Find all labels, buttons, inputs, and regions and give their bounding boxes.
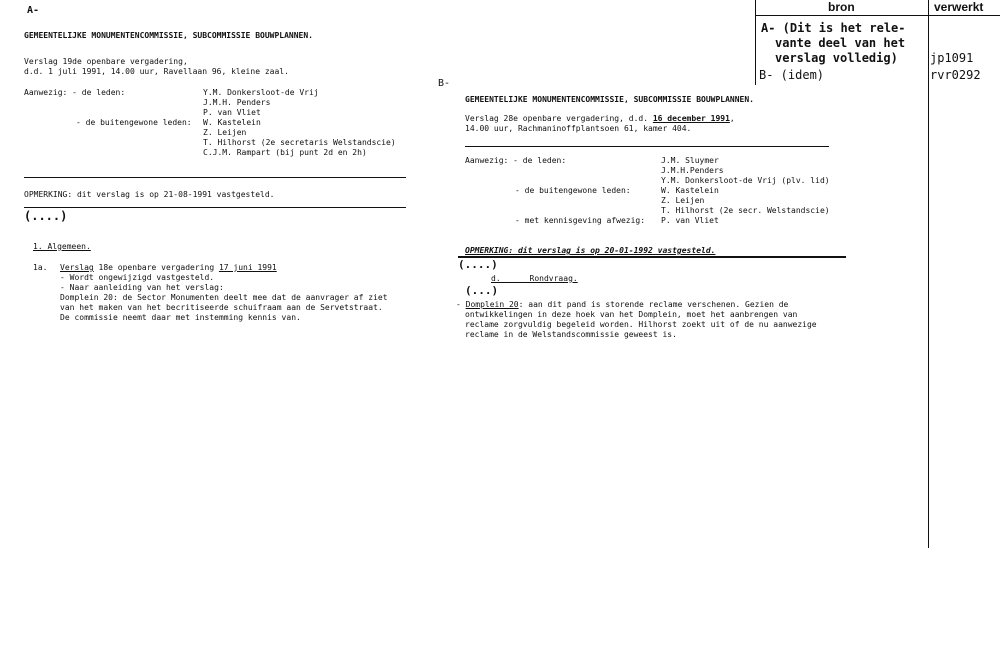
bron-line-1: A- (Dit is het rele- — [761, 21, 906, 35]
doc-b-member-3: Y.M. Donkersloot-de Vrij (plv. lid) — [661, 176, 830, 185]
doc-b-rule-2 — [458, 256, 846, 258]
doc-b-report-post: , — [729, 114, 735, 123]
doc-a-report-2: d.d. 1 juli 1991, 14.00 uur, Ravellaan 96, kleine zaal. — [24, 67, 289, 76]
doc-a-section: 1. Algemeen. — [33, 242, 91, 251]
doc-a-item-number: 1a. — [33, 263, 48, 272]
doc-a-member-1: Y.M. Donkersloot-de Vrij — [203, 88, 319, 97]
verwerkt-header: verwerkt — [934, 0, 984, 14]
doc-a-title: GEMEENTELIJKE MONUMENTENCOMMISSIE, SUBCOMMISSIE BOUWPLANNEN. — [24, 31, 313, 40]
doc-b-report-1 — [465, 114, 735, 124]
doc-b-title: GEMEENTELIJKE MONUMENTENCOMMISSIE, SUBCOMMISSIE BOUWPLANNEN. — [465, 95, 754, 104]
header-left-border — [755, 0, 756, 85]
doc-a-member-2: J.M.H. Penders — [203, 98, 271, 107]
doc-b-report-pre: Verslag 28e openbare vergadering, d.d. — [465, 114, 653, 123]
bron-header: bron — [828, 0, 855, 14]
doc-b-report-2: 14.00 uur, Rachmaninoffplantsoen 61, kamer 404. — [465, 124, 692, 133]
doc-b-present-label: Aanwezig: - de leden: — [465, 156, 567, 165]
header-mid-border — [928, 0, 929, 548]
doc-b-extra-2: Z. Leijen — [661, 196, 705, 205]
doc-b-section: d. Rondvraag. — [491, 274, 578, 283]
doc-b-item-line-1 — [456, 300, 788, 310]
doc-b-absent: P. van Vliet — [661, 216, 719, 225]
doc-a-extra-label: - de buitengewone leden: — [76, 118, 192, 127]
doc-a-item-line-2: - Naar aanleiding van het verslag: — [60, 283, 224, 292]
doc-b-item-line-2: ontwikkelingen in deze hoek van het Domplein, moet het aanbrengen van — [465, 310, 798, 319]
doc-b-item-dash: - — [456, 300, 466, 309]
bron-line-2: vante deel van het — [775, 36, 906, 50]
doc-a-rule-2 — [24, 207, 406, 208]
doc-b-extra-3: T. Hilhorst (2e secr. Welstandscie) — [661, 206, 830, 215]
bron-line-3: verslag volledig) — [775, 51, 898, 65]
doc-a-item-line-4: van het maken van het becritiseerde schuifraam aan de Servetstraat. — [60, 303, 383, 312]
doc-b-absent-label: - met kennisgeving afwezig: — [515, 216, 646, 225]
header-top-rule — [755, 15, 1000, 16]
doc-a-remark: OPMERKING: dit verslag is op 21-08-1991 vastgesteld. — [24, 190, 275, 199]
doc-a-item-line-5: De commissie neemt daar met instemming kennis van. — [60, 313, 301, 322]
doc-a-extra-4: C.J.M. Rampart (bij punt 2d en 2h) — [203, 148, 367, 157]
doc-b-extra-label: - de buitengewone leden: — [515, 186, 631, 195]
doc-b-member-1: J.M. Sluymer — [661, 156, 719, 165]
doc-b-rule-1 — [465, 146, 829, 147]
doc-a-extra-3: T. Hilhorst (2e secretaris Welstandscie) — [203, 138, 396, 147]
doc-a-item-line-3: Domplein 20: de Sector Monumenten deelt mee dat de aanvrager af ziet — [60, 293, 388, 302]
bron-line-4: B- (idem) — [759, 68, 825, 82]
id-2: rvr0292 — [930, 68, 981, 82]
doc-a-item-heading — [60, 263, 277, 273]
doc-a-report-1: Verslag 19de openbare vergadering, — [24, 57, 188, 66]
doc-b-report-date: 16 december 1991 — [652, 114, 730, 123]
id-1: jp1091 — [930, 51, 974, 65]
doc-a-ellipsis: (....) — [24, 209, 68, 223]
doc-b-item-text-1: : aan dit pand is storende reclame verschenen. Gezien de — [518, 300, 789, 309]
doc-a-member-3: P. van Vliet — [203, 108, 261, 117]
doc-a-item-heading-date: 17 juni 1991 — [218, 263, 277, 272]
doc-a-marker: A- — [27, 5, 40, 16]
doc-b-ellipsis-1: (....) — [458, 258, 498, 271]
doc-a-extra-2: Z. Leijen — [203, 128, 247, 137]
doc-b-extra-1: W. Kastelein — [661, 186, 719, 195]
doc-b-item-line-4: reclame in de Welstandscommissie geweest is. — [465, 330, 677, 339]
doc-a-item-line-1: - Wordt ongewijzigd vastgesteld. — [60, 273, 215, 282]
doc-a-item-heading-pre: Verslag — [60, 263, 94, 272]
doc-a-rule-1 — [24, 177, 406, 178]
doc-b-item-line-3: reclame zorgvuldig begeleid worden. Hilhorst zoekt uit of de nu aanwezige — [465, 320, 817, 329]
doc-b-member-2: J.M.H.Penders — [661, 166, 724, 175]
doc-b-remark: OPMERKING: dit verslag is op 20-01-1992 vastgesteld. — [465, 246, 716, 255]
doc-a-present-label: Aanwezig: - de leden: — [24, 88, 126, 97]
doc-b-ellipsis-2: (...) — [465, 284, 499, 297]
doc-a-extra-1: W. Kastelein — [203, 118, 261, 127]
doc-a-item-heading-mid: 18e openbare vergadering — [93, 263, 219, 272]
doc-b-item-place: Domplein 20 — [465, 300, 519, 309]
doc-b-marker: B- — [438, 78, 451, 89]
